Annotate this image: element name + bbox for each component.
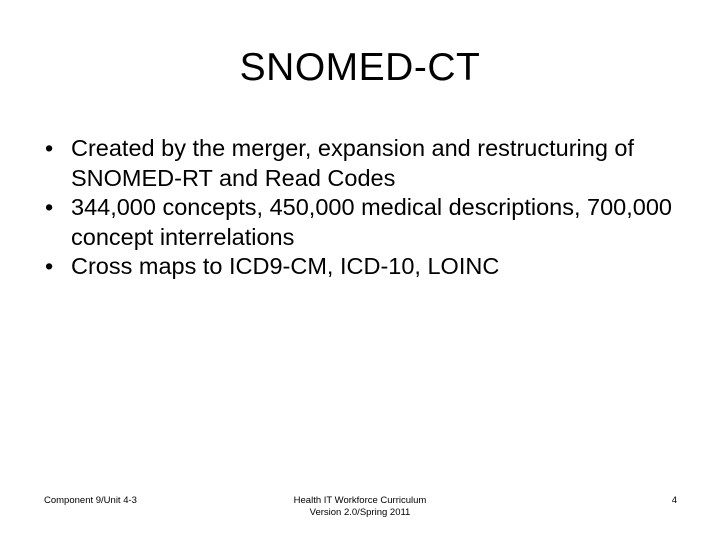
page-number: 4 bbox=[671, 495, 677, 506]
bullet-item bbox=[45, 193, 695, 252]
footer-curriculum-label bbox=[260, 495, 460, 519]
footer-curriculum-line1: Health IT Workforce Curriculum bbox=[293, 495, 427, 506]
bullet-text: Created by the merger, expansion and restructuring of SNOMED-RT and Read Codes bbox=[71, 135, 635, 191]
bullet-text: Cross maps to ICD9-CM, ICD-10, LOINC bbox=[71, 253, 500, 279]
bullet-list bbox=[45, 134, 695, 282]
slide-title: SNOMED-CT bbox=[239, 46, 481, 89]
bullet-dot-icon: • bbox=[45, 194, 54, 220]
footer-curriculum-line2: Version 2.0/Spring 2011 bbox=[309, 507, 411, 518]
bullet-text: 344,000 concepts, 450,000 medical descriptions, 700,000 concept interrelations bbox=[71, 194, 672, 250]
bullet-item bbox=[45, 252, 695, 282]
footer-component-label: Component 9/Unit 4-3 bbox=[44, 495, 137, 506]
bullet-dot-icon: • bbox=[45, 135, 54, 161]
bullet-item bbox=[45, 134, 695, 193]
bullet-dot-icon: • bbox=[45, 253, 54, 279]
